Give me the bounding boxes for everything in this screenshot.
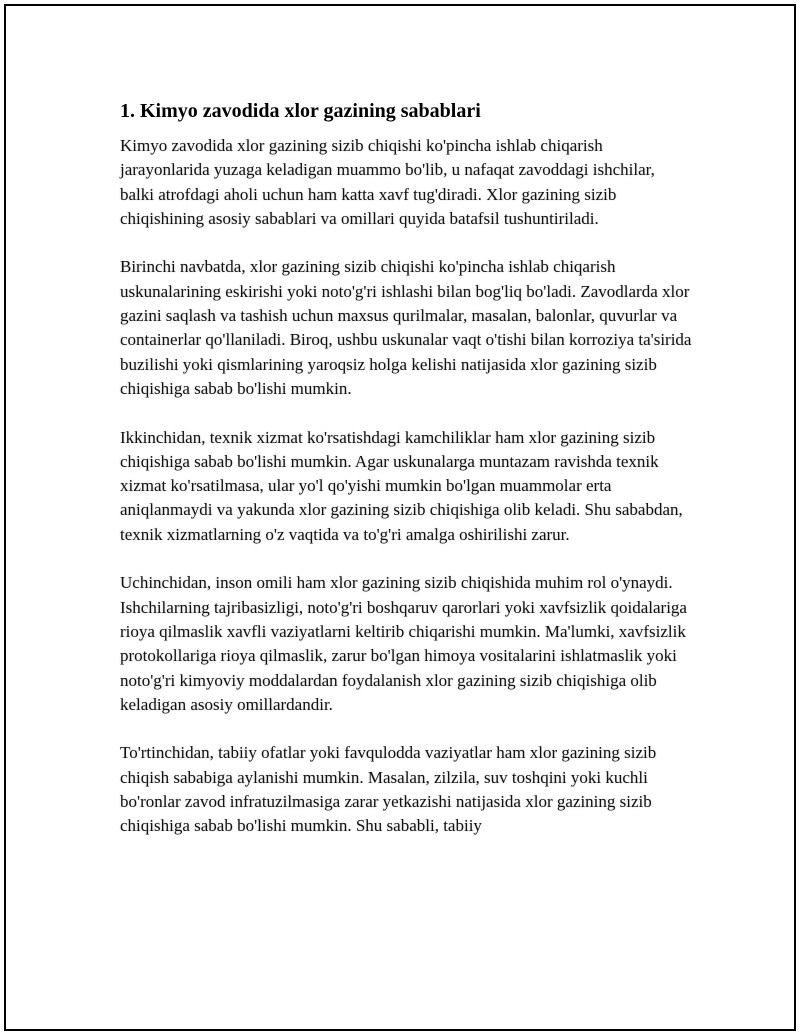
document-body	[120, 96, 692, 863]
paragraph-second-cause: Ikkinchidan, texnik xizmat ko'rsatishdagi kamchiliklar ham xlor gazining sizib chiqishiga sabab bo'lishi mumkin. Agar uskunalarga muntazam ravishda texnik xizmat ko'rsatilmasa, ular yo'l qo'yishi mumkin bo'lgan muammolar erta aniqlanmaydi va yakunda xlor gazining sizib chiqishiga olib keladi. Shu sababdan, texnik xizmatlarning o'z vaqtida va to'g'ri amalga oshirilishi zarur.	[120, 427, 683, 544]
paragraph-first-cause: Birinchi navbatda, xlor gazining sizib chiqishi ko'pincha ishlab chiqarish uskunalarining eskirishi yoki noto'g'ri ishlashi bilan bog'liq bo'ladi. Zavodlarda xlor gazini saqlash va tashish uchun maxsus qurilmalar, masalan, balonlar, quvurlar va containerlar qo'llaniladi. Biroq, ushbu uskunalar vaqt o'tishi bilan korroziya ta'sirida buzilishi yoki qismlarining yaroqsiz holga kelishi natijasida xlor gazining sizib chiqishiga sabab bo'lishi mumkin.	[120, 257, 692, 398]
document-page	[4, 4, 796, 1031]
paragraph-intro: Kimyo zavodida xlor gazining sizib chiqishi ko'pincha ishlab chiqarish jarayonlarida yuzaga keladigan muammo bo'lib, u nafaqat zavoddagi ishchilar, balki atrofdagi aholi uchun ham katta xavf tug'diradi. Xlor gazining sizib chiqishining asosiy sabablari va omillari quyida batafsil tushuntiriladi.	[120, 136, 655, 228]
section-heading: 1. Kimyo zavodida xlor gazining sabablari	[120, 100, 481, 122]
paragraph-fourth-cause: To'rtinchidan, tabiiy ofatlar yoki favqulodda vaziyatlar ham xlor gazining sizib chiqish sababiga aylanishi mumkin. Masalan, zilzila, suv toshqini yoki kuchli bo'ronlar zavod infratuzilmasiga zarar yetkazishi natijasida xlor gazining sizib chiqishiga sabab bo'lishi mumkin. Shu sababli, tabiiy	[120, 743, 657, 836]
paragraph-third-cause: Uchinchidan, inson omili ham xlor gazining sizib chiqishida muhim rol o'ynaydi. Ishchilarning tajribasizligi, noto'g'ri boshqaruv qarorlari yoki xavfsizlik qoidalariga rioya qilmaslik xavfli vaziyatlarni keltirib chiqarishi mumkin. Ma'lumki, xavfsizlik protokollariga rioya qilmaslik, zarur bo'lgan himoya vositalarini ishlatmaslik yoki noto'g'ri kimyoviy moddalardan foydalanish xlor gazining sizib chiqishiga olib keladigan asosiy omillardandir.	[120, 573, 687, 714]
